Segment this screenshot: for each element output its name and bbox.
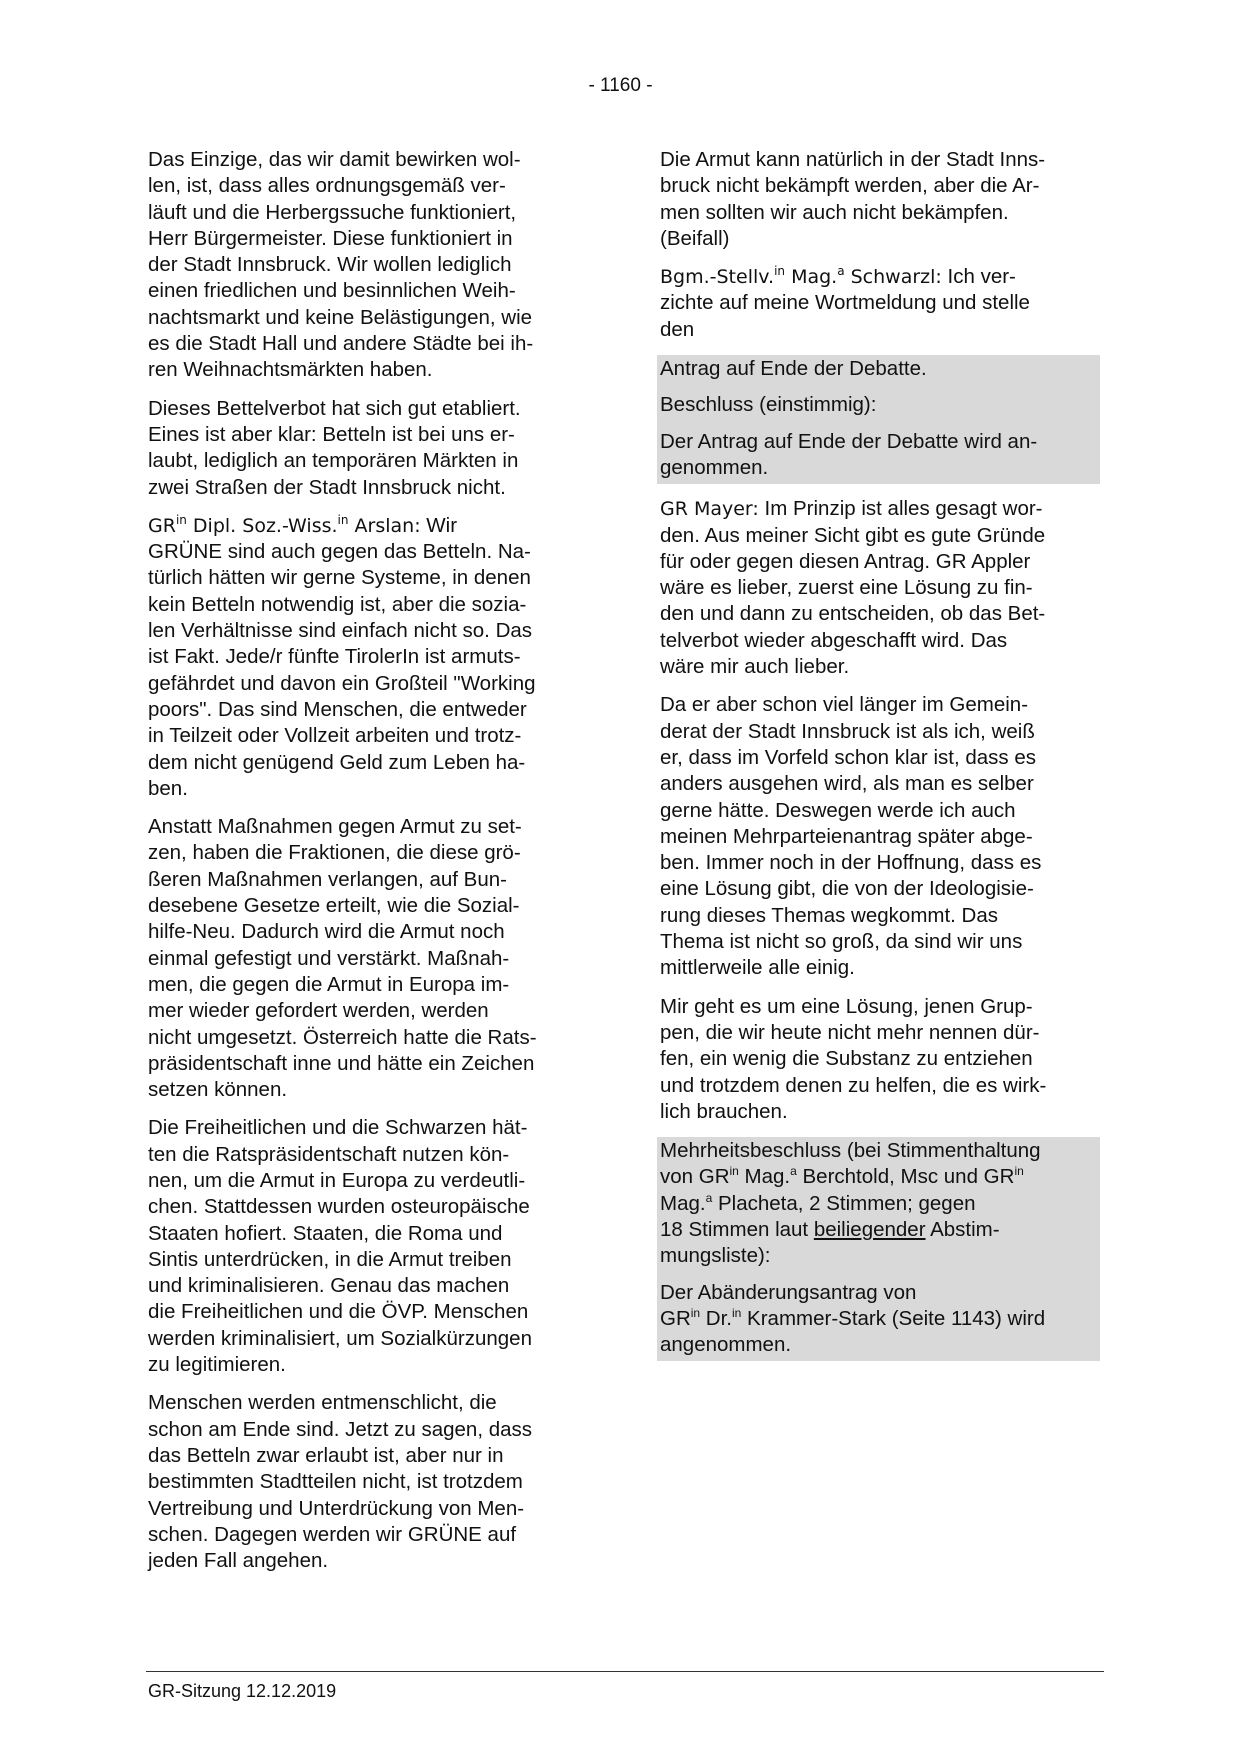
motion-accepted: Der Antrag auf Ende der Debatte wird an- genommen. xyxy=(660,429,1038,479)
left-column xyxy=(148,147,588,1586)
left-paragraph-6: Menschen werden entmenschlicht, die schon am Ende sind. Jetzt zu sagen, dass das Betteln zwar erlaubt ist, aber nur in bestimmten Stadtteilen nicht, ist trotzdem Vertreibung und Unterdrückung von Men- schen. Dagegen werden wir GRÜNE auf jeden Fall angehen. xyxy=(148,1391,533,1573)
resolution-unanimous: Beschluss (einstimmig): xyxy=(660,393,877,417)
right-column xyxy=(660,147,1100,1373)
right-paragraph-5: Mir geht es um eine Lösung, jenen Grup- pen, die wir heute nicht mehr nennen dür- fen, ein wenig die Substanz zu entziehen und trotzdem denen zu helfen, die es wirk- lich brauchen. xyxy=(660,994,1047,1123)
motion-end-debate: Antrag auf Ende der Debatte. xyxy=(660,357,927,381)
page-number: - 1160 - xyxy=(588,75,653,96)
speaker-mayer: GR Mayer: xyxy=(660,498,759,521)
left-paragraph-2: Dieses Bettelverbot hat sich gut etabliert. Eines ist aber klar: Betteln ist bei uns er- laubt, lediglich an temporären Märkten in zwei Straßen der Stadt Innsbruck nicht. xyxy=(148,396,521,499)
mayer-speech: Im Prinzip ist alles gesagt wor- den. Aus meiner Sicht gibt es gute Gründe für oder gegen diesen Antrag. GR Appler wäre es lieber, zuerst eine Lösung zu fin- den und dann zu entscheiden, ob das Bet- telverbot wieder abgeschafft wird. Das wäre mir auch lieber. xyxy=(660,497,1046,679)
schwarzl-speech: Ich ver- zichte auf meine Wortmeldung und stelle den xyxy=(660,265,1030,341)
footer-divider xyxy=(146,1671,1104,1672)
right-paragraph-4: Da er aber schon viel länger im Gemein- derat der Stadt Innsbruck ist als ich, weiß er, dass im Vorfeld schon klar ist, dass es anders ausgehen wird, als man es selber gerne hätte. Deswegen werde ich auch meinen Mehrparteienantrag später abge- ben. Immer noch in der Hoffnung, dass es eine Lösung gibt, die von der Ideologisie- rung dieses Themas wegkommt. Das Thema ist nicht so groß, da sind wir uns mittlerweile alle einig. xyxy=(660,693,1042,980)
majority-resolution: Mehrheitsbeschluss (bei Stimmenthaltung von $GR^{in}$ Mag.$^a$ Berchtold, Msc und $GR^{in}$ Mag.$^a$ Placheta, 2 Stimmen; gegen 18 Stimmen laut beiliegender Abstim- mungsliste): xyxy=(660,1139,1041,1268)
right-paragraph-2 xyxy=(660,264,1100,343)
amendment-accepted: Der Abänderungsantrag von $GR^{in}$ Dr.$^{in}$ Krammer-Stark (Seite 1143) wird angenommen. xyxy=(660,1280,1046,1357)
arslan-speech: Wir GRÜNE sind auch gegen das Betteln. Na- türlich hätten wir gerne Systeme, in denen kein Betteln notwendig ist, aber die sozia- len Verhältnisse sind einfach nicht so. Das ist Fakt. Jede/r fünfte TirolerIn ist armuts- gefährdet und davon ein Großteil "Working poors". Das sind Menschen, die entweder in Teilzeit oder Vollzeit arbeiten und trotz- dem nicht genügend Geld zum Leben ha- ben. xyxy=(148,513,536,800)
left-paragraph-4: Anstatt Maßnahmen gegen Armut zu set- zen, haben die Fraktionen, die diese grö- ßeren Maßnahmen verlangen, auf Bun- desebene Gesetze erteilt, wie die Sozial- hilfe-Neu. Dadurch wird die Armut noch einmal gefestigt und verstärkt. Maßnah- men, die gegen die Armut in Europa im- mer wieder gefordert werden, werden nicht umgesetzt. Österreich hatte die Rats- präsidentschaft inne und hätte ein Zeichen setzen können. xyxy=(148,815,537,1102)
voting-list-link: beiliegender xyxy=(813,1217,926,1241)
left-paragraph-1: Das Einzige, das wir damit bewirken wol- len, ist, dass alles ordnungsgemäß ver- läuft und die Herbergssuche funktioniert, Herr Bürgermeister. Diese funktioniert in der Stadt Innsbruck. Wir wollen lediglich einen friedlichen und besinnlichen Weih- nachtsmarkt und keine Belästigungen, wie es die Stadt Hall und andere Städte bei ih- ren Weihnachtsmärkten haben. xyxy=(148,148,534,382)
resolution-box-majority xyxy=(657,1137,1100,1361)
footer-session-date: GR-Sitzung 12.12.2019 xyxy=(148,1681,337,1701)
speaker-schwarzl: Bgm.-Stellv.$^{in}$ Mag.$^a$ Schwarzl: xyxy=(660,264,942,289)
resolution-box-end-debate xyxy=(657,355,1100,484)
right-paragraph-1: Die Armut kann natürlich in der Stadt Inns- bruck nicht bekämpft werden, aber die Ar- men sollten wir auch nicht bekämpfen. (Beifall) xyxy=(660,148,1046,250)
left-paragraph-3 xyxy=(148,513,588,802)
right-paragraph-3 xyxy=(660,496,1100,680)
left-paragraph-5: Die Freiheitlichen und die Schwarzen hät- ten die Ratspräsidentschaft nutzen kön- nen, um die Armut in Europa zu verdeutli- chen. Stattdessen wurden osteuropäische Staaten hofiert. Staaten, die Roma und Sintis unterdrücken, in die Armut treiben und kriminalisieren. Genau das machen die Freiheitlichen und die ÖVP. Menschen werden kriminalisiert, um Sozialkürzungen zu legitimieren. xyxy=(148,1116,532,1377)
speaker-arslan: $GR^{in}$ Dipl. Soz.-Wiss.$^{in}$ Arslan: xyxy=(148,512,421,537)
